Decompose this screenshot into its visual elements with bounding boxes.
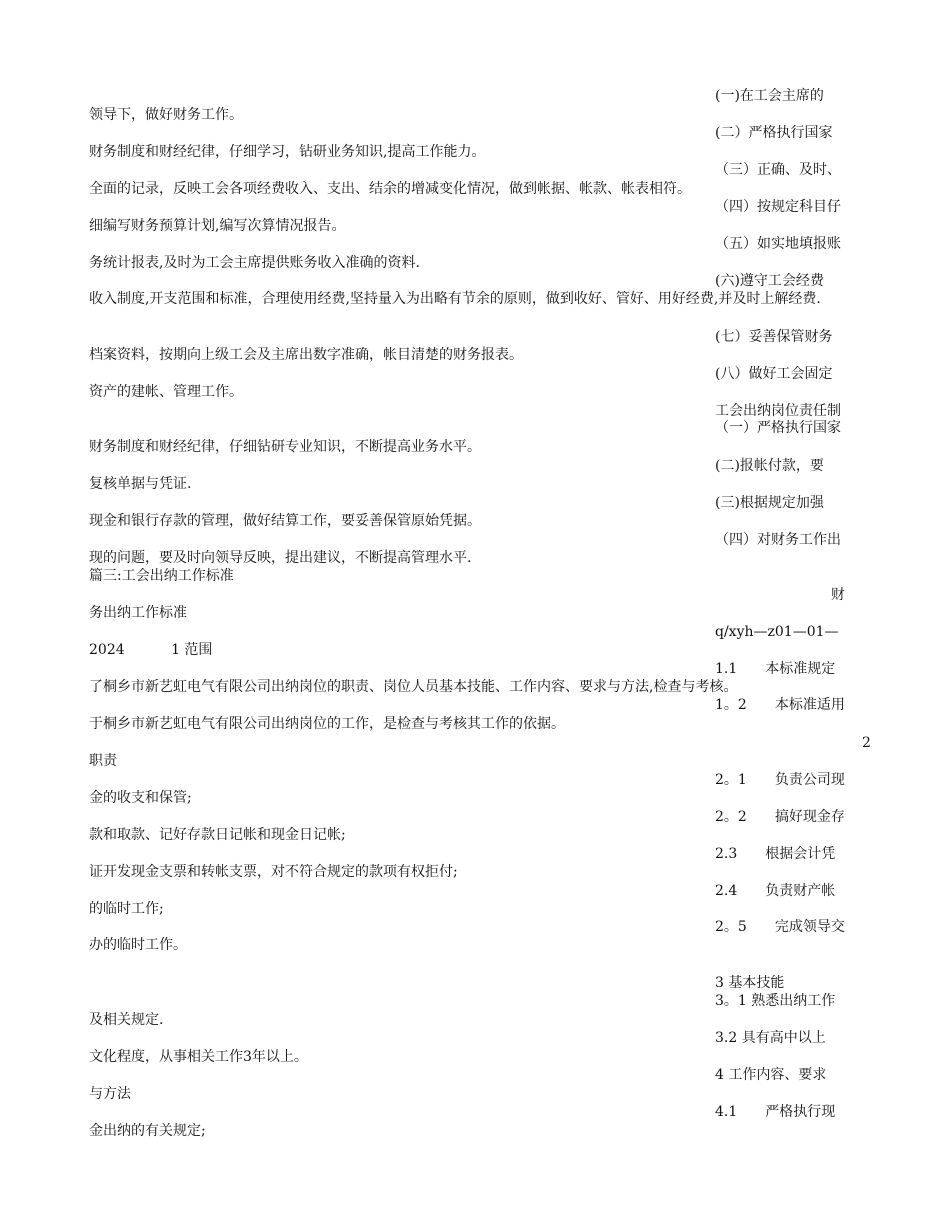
left-line-16: 了桐乡市新艺虹电气有限公司出纳岗位的职责、岗位人员基本技能、工作内容、要求与方法,检查与考核。 bbox=[89, 679, 738, 695]
right-line-20: 2。2 搞好现金存 bbox=[715, 809, 845, 825]
left-line-27: 金出纳的有关规定; bbox=[89, 1123, 206, 1139]
right-line-11: (二)报帐付款，要 bbox=[715, 458, 824, 474]
section-heading: 篇三:工会出纳工作标准 bbox=[89, 568, 234, 584]
right-line-21: 2.3 根据会计凭 bbox=[715, 846, 836, 862]
right-line-1: (一)在工会主席的 bbox=[715, 88, 824, 104]
right-line-25: 3。1 熟悉出纳工作 bbox=[715, 993, 836, 1009]
right-line-9: 工会出纳岗位责任制 bbox=[715, 403, 841, 419]
left-line-18: 职责 bbox=[89, 753, 117, 769]
right-line-7: (七）妥善保管财务 bbox=[715, 329, 833, 345]
right-line-2: (二）严格执行国家 bbox=[715, 125, 833, 141]
right-line-19: 2。1 负责公司现 bbox=[715, 772, 845, 788]
left-line-24: 及相关规定. bbox=[89, 1012, 164, 1028]
right-line-5: （五）如实地填报账 bbox=[715, 236, 841, 252]
left-line-3: 全面的记录，反映工会各项经费收入、支出、结余的增减变化情况，做到帐据、帐款、帐表相符。 bbox=[89, 181, 691, 197]
left-line-20: 款和取款、记好存款日记帐和现金日记帐; bbox=[89, 827, 346, 843]
left-line-22: 的临时工作; bbox=[89, 901, 164, 917]
right-line-10: （一）严格执行国家 bbox=[715, 420, 841, 436]
right-line-12: (三)根据规定加强 bbox=[715, 495, 824, 511]
right-line-15: q/xyh—z01—01— bbox=[715, 624, 839, 640]
left-line-4: 细编写财务预算计划,编写次算情况报告。 bbox=[89, 218, 346, 234]
right-line-17: 1。2 本标准适用 bbox=[715, 697, 845, 713]
left-line-14: 务出纳工作标准 bbox=[89, 605, 187, 621]
right-line-27: 4 工作内容、要求 bbox=[715, 1067, 827, 1083]
left-line-19: 金的收支和保管; bbox=[89, 790, 192, 806]
right-line-18: 2 bbox=[862, 735, 871, 751]
left-line-15: 2024 1 范围 bbox=[89, 642, 213, 658]
left-line-1: 领导下，做好财务工作。 bbox=[89, 107, 243, 123]
right-line-4: （四）按规定科目仔 bbox=[715, 199, 841, 215]
right-line-24: 3 基本技能 bbox=[715, 975, 785, 991]
left-line-17: 于桐乡市新艺虹电气有限公司出纳岗位的工作，是检查与考核其工作的依据。 bbox=[89, 716, 565, 732]
right-line-3: （三）正确、及时、 bbox=[715, 162, 841, 178]
right-line-14: 财 bbox=[831, 587, 845, 603]
left-line-6: 收入制度,开支范围和标准，合理使用经费,坚持量入为出略有节余的原则，做到收好、管好、用好经费,并及时上解经费. bbox=[89, 291, 821, 307]
left-line-26: 与方法 bbox=[89, 1086, 131, 1102]
left-line-25: 文化程度，从事相关工作3年以上。 bbox=[89, 1049, 308, 1065]
left-line-2: 财务制度和财经纪律，仔细学习，钻研业务知识,提高工作能力。 bbox=[89, 144, 486, 160]
left-line-9: 财务制度和财经纪律，仔细钻研专业知识，不断提高业务水平。 bbox=[89, 439, 481, 455]
left-line-21: 证开发现金支票和转帐支票，对不符合规定的款项有权拒付; bbox=[89, 864, 458, 880]
right-line-6: (六)遵守工会经费 bbox=[715, 273, 824, 289]
left-line-10: 复核单据与凭证. bbox=[89, 476, 192, 492]
left-line-5: 务统计报表,及时为工会主席提供账务收入准确的资料. bbox=[89, 255, 420, 271]
right-line-23: 2。5 完成领导交 bbox=[715, 919, 845, 935]
left-line-12: 现的问题，要及时向领导反映，提出建议，不断提高管理水平. bbox=[89, 550, 472, 566]
right-line-16: 1.1 本标准规定 bbox=[715, 661, 836, 677]
right-line-8: (八）做好工会固定 bbox=[715, 366, 833, 382]
right-line-28: 4.1 严格执行现 bbox=[715, 1104, 836, 1120]
left-line-7: 档案资料，按期向上级工会及主席出数字准确，帐目清楚的财务报表。 bbox=[89, 347, 523, 363]
right-line-26: 3.2 具有高中以上 bbox=[715, 1030, 826, 1046]
left-line-23: 办的临时工作。 bbox=[89, 937, 187, 953]
left-line-8: 资产的建帐、管理工作。 bbox=[89, 384, 243, 400]
right-line-22: 2.4 负责财产帐 bbox=[715, 883, 836, 899]
left-line-11: 现金和银行存款的管理，做好结算工作，要妥善保管原始凭据。 bbox=[89, 513, 481, 529]
right-line-13: （四）对财务工作出 bbox=[715, 532, 841, 548]
